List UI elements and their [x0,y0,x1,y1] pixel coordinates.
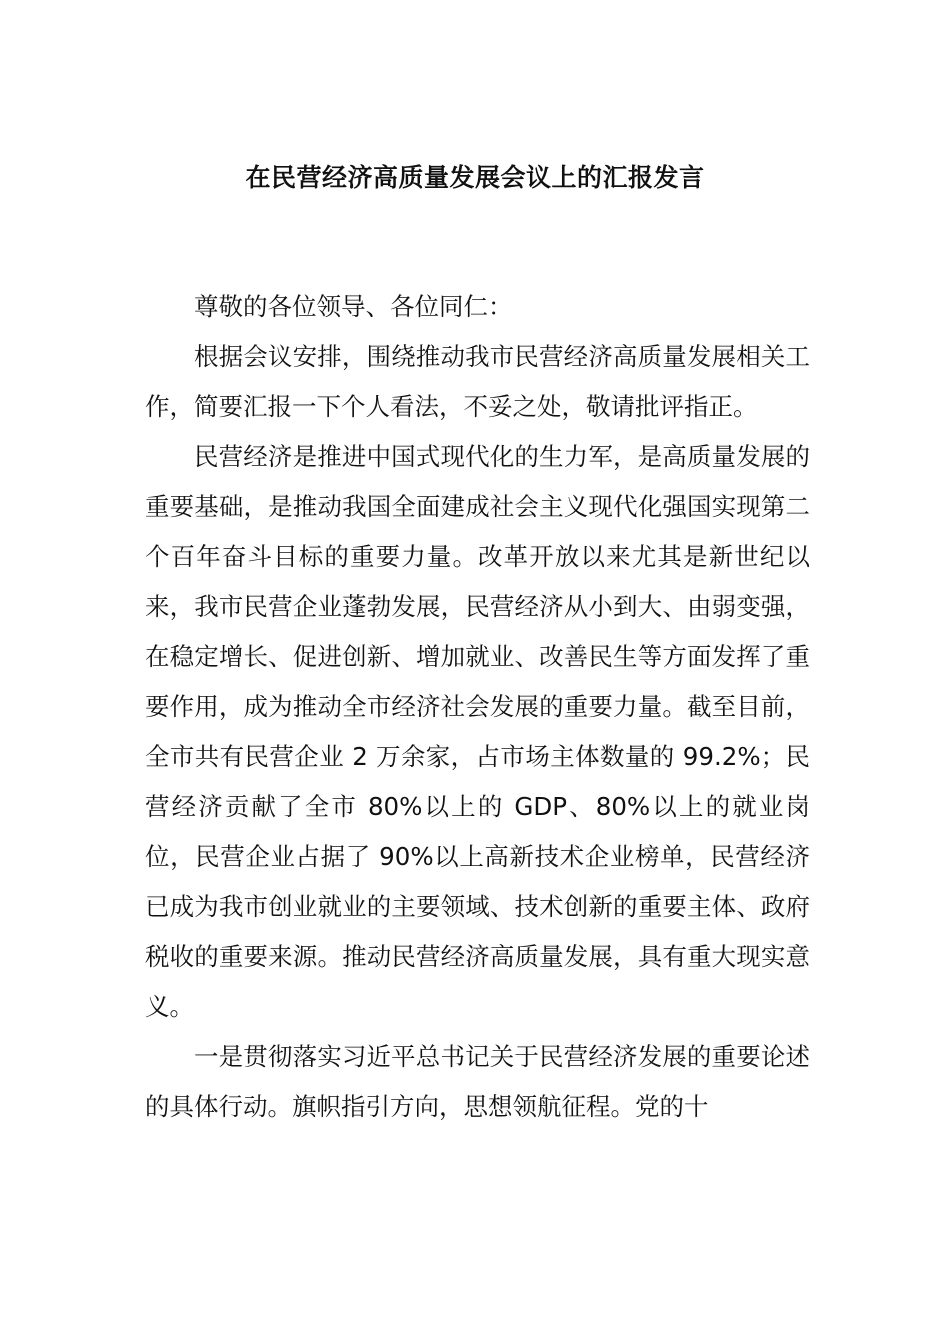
paragraph-point-one: 一是贯彻落实习近平总书记关于民营经济发展的重要论述的具体行动。旗帜指引方向，思想领航征程。党的十 [145,1042,810,1121]
salutation: 尊敬的各位领导、各位同仁： [194,292,513,321]
paragraph-intro: 根据会议安排，围绕推动我市民营经济高质量发展相关工作，简要汇报一下个人看法，不妥之处，敬请批评指正。 [145,342,810,421]
document-body [145,282,810,1132]
paragraph-significance: 民营经济是推进中国式现代化的生力军，是高质量发展的重要基础，是推动我国全面建成社会主义现代化强国实现第二个百年奋斗目标的重要力量。改革开放以来尤其是新世纪以来，我市民营企业蓬勃发展，民营经济从小到大、由弱变强，在稳定增长、促进创新、增加就业、改善民生等方面发挥了重要作用，成为推动全市经济社会发展的重要力量。截至目前，全市共有民营企业 2 万余家，占市场主体数量的 99.2%；民营经济贡献了全市 80%以上的 GDP、80%以上的就业岗位，民营企业占据了 90%以上高新技术企业榜单，民营经济已成为我市创业就业的主要领域、技术创新的重要主体、政府税收的重要来源。推动民营经济高质量发展，具有重大现实意义。 [145,442,810,1021]
document-title: 在民营经济高质量发展会议上的汇报发言 [245,163,705,192]
